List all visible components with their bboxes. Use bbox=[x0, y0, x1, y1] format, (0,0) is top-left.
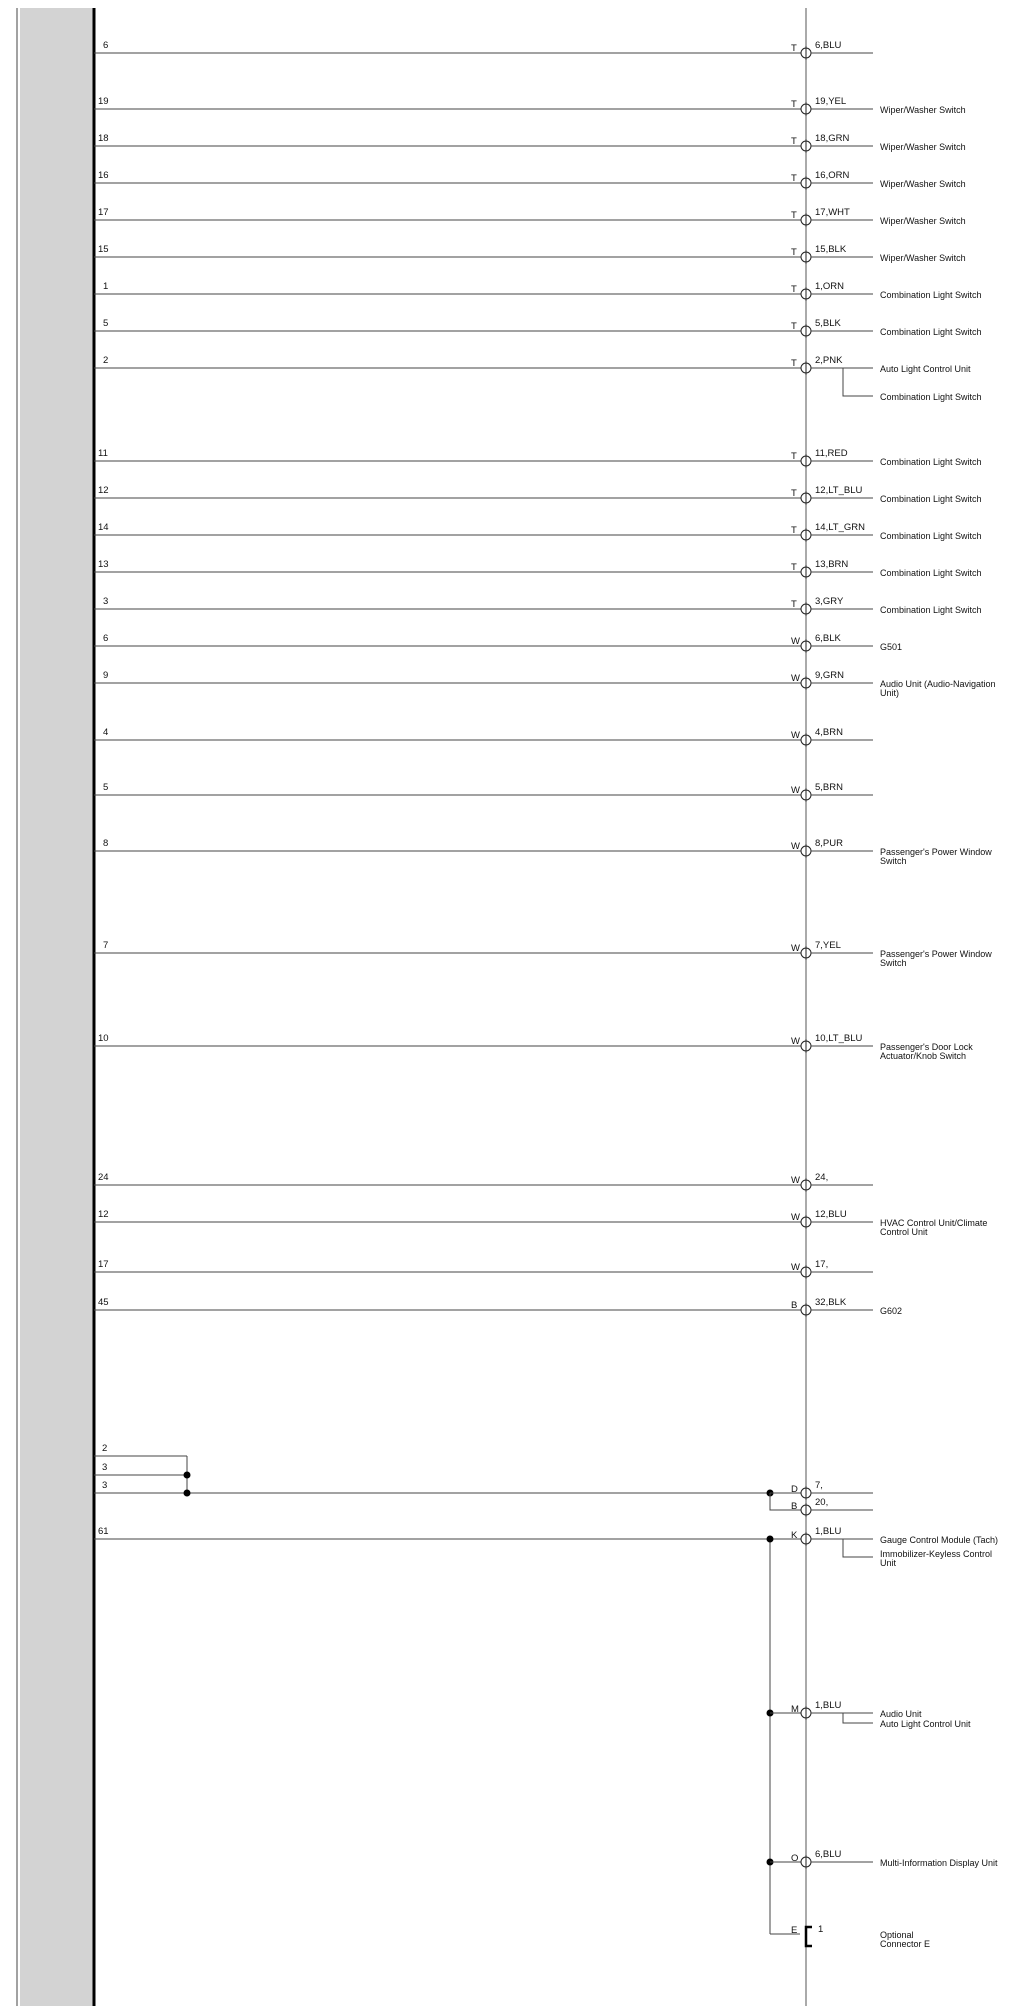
splice-pin-number: 2 bbox=[102, 1443, 108, 1454]
connector-letter: E bbox=[791, 1925, 798, 1936]
wire-21 bbox=[94, 1172, 873, 1192]
connector-letter: T bbox=[791, 247, 797, 258]
branch-destination-label: Unit bbox=[880, 1558, 897, 1568]
wire-18 bbox=[94, 838, 992, 866]
destination-label: Wiper/Washer Switch bbox=[880, 105, 966, 115]
pin-number: 3 bbox=[103, 596, 109, 607]
destination-label: HVAC Control Unit/Climate bbox=[880, 1218, 988, 1228]
destination-label: Combination Light Switch bbox=[880, 327, 982, 337]
connector-letter: W bbox=[791, 673, 800, 684]
destination-label: Combination Light Switch bbox=[880, 457, 982, 467]
connector-letter: W bbox=[791, 1212, 800, 1223]
wire-color-label: 6,BLK bbox=[815, 633, 841, 644]
wire-color-label: 2,PNK bbox=[815, 355, 843, 366]
splice-dot bbox=[184, 1472, 191, 1479]
destination-label: Switch bbox=[880, 958, 907, 968]
splice-pin-number: 3 bbox=[102, 1462, 108, 1473]
wire-color-label: 13,BRN bbox=[815, 559, 849, 570]
pin-number: 7 bbox=[103, 940, 109, 951]
pin-number: 12 bbox=[98, 485, 109, 496]
destination-label: Auto Light Control Unit bbox=[880, 364, 971, 374]
destination-label: Switch bbox=[880, 856, 907, 866]
wire-color-label: 14,LT_GRN bbox=[815, 522, 865, 533]
destination-label: Combination Light Switch bbox=[880, 290, 982, 300]
wire-color-label: 19,YEL bbox=[815, 96, 847, 107]
wire-color-label: 8,PUR bbox=[815, 838, 843, 849]
component-body bbox=[20, 8, 94, 2006]
connector-letter: W bbox=[791, 730, 800, 741]
wire-8 bbox=[94, 355, 971, 375]
splice-dot bbox=[184, 1490, 191, 1497]
pin-number: 17 bbox=[98, 1259, 109, 1270]
connector-letter: T bbox=[791, 451, 797, 462]
wire-color-label: 1,BLU bbox=[815, 1700, 842, 1711]
wire-color-label: 1,ORN bbox=[815, 281, 845, 292]
connector-letter: T bbox=[791, 321, 797, 332]
wire-23 bbox=[94, 1259, 873, 1279]
wire-color-label: 4,BRN bbox=[815, 727, 843, 738]
wire-color-label: 17,WHT bbox=[815, 207, 850, 218]
wire-color-label: 5,BLK bbox=[815, 318, 841, 329]
wire-color-label: 24, bbox=[815, 1172, 829, 1183]
destination-label: Multi-Information Display Unit bbox=[880, 1858, 998, 1868]
wire-22 bbox=[94, 1209, 987, 1237]
connector-letter: W bbox=[791, 1036, 800, 1047]
wire-5 bbox=[94, 244, 966, 264]
wires-layer bbox=[94, 40, 996, 1317]
wire-color-label: 32,BLK bbox=[815, 1297, 847, 1308]
wire-color-label: 10,LT_BLU bbox=[815, 1033, 863, 1044]
optional-pin-label: 1 bbox=[818, 1924, 824, 1935]
connector-letter: W bbox=[791, 636, 800, 647]
pin-number: 5 bbox=[103, 318, 109, 329]
wire-7 bbox=[94, 318, 982, 338]
wire-15 bbox=[94, 670, 996, 698]
pin-number: 4 bbox=[103, 727, 109, 738]
wire-17 bbox=[94, 782, 873, 802]
wire-11 bbox=[94, 522, 982, 542]
connector-letter: T bbox=[791, 173, 797, 184]
wire-color-label: 5,BRN bbox=[815, 782, 843, 793]
wire-13 bbox=[94, 596, 982, 616]
wire-2 bbox=[94, 133, 966, 153]
connector-letter: W bbox=[791, 841, 800, 852]
wire-color-label: 1,BLU bbox=[815, 1526, 842, 1537]
wire-20 bbox=[94, 1033, 973, 1061]
connector-letter: T bbox=[791, 358, 797, 369]
pin-number: 11 bbox=[98, 448, 108, 459]
destination-label: Combination Light Switch bbox=[880, 605, 982, 615]
branch-line bbox=[843, 1539, 873, 1557]
destination-label: Combination Light Switch bbox=[880, 494, 982, 504]
destination-label: Combination Light Switch bbox=[880, 568, 982, 578]
pin-number: 45 bbox=[98, 1297, 109, 1308]
branch-destination-label: Combination Light Switch bbox=[880, 392, 982, 402]
wire-color-label: 12,LT_BLU bbox=[815, 485, 863, 496]
connector-letter: M bbox=[791, 1704, 799, 1715]
pin-number: 6 bbox=[103, 633, 109, 644]
connector-letter: T bbox=[791, 284, 797, 295]
wire-color-label: 15,BLK bbox=[815, 244, 847, 255]
pin-number: 14 bbox=[98, 522, 109, 533]
pin-number: 13 bbox=[98, 559, 109, 570]
pin-number: 17 bbox=[98, 207, 109, 218]
pin-number: 5 bbox=[103, 782, 109, 793]
branch-destination-label: Auto Light Control Unit bbox=[880, 1719, 971, 1729]
wire-color-label: 11,RED bbox=[815, 448, 848, 459]
pin-number: 8 bbox=[103, 838, 109, 849]
wire-color-label: 7,YEL bbox=[815, 940, 841, 951]
wire-1 bbox=[94, 96, 966, 116]
wire-19 bbox=[94, 940, 992, 968]
optional-destination-label: Optional bbox=[880, 1930, 914, 1940]
wire-color-label: 9,GRN bbox=[815, 670, 845, 681]
optional-destination-label: Connector E bbox=[880, 1939, 931, 1949]
pin-number: 10 bbox=[98, 1033, 109, 1044]
connector-letter: T bbox=[791, 525, 797, 536]
connector-letter: K bbox=[791, 1530, 798, 1541]
optional-connector-bracket bbox=[806, 1927, 812, 1946]
connector-letter: W bbox=[791, 785, 800, 796]
pin-number: 6 bbox=[103, 40, 109, 51]
wire-24 bbox=[94, 1297, 902, 1317]
destination-label: Actuator/Knob Switch bbox=[880, 1051, 967, 1061]
connector-letter: B bbox=[791, 1501, 798, 1512]
wire-color-label: 6,BLU bbox=[815, 1849, 842, 1860]
pin-number: 24 bbox=[98, 1172, 109, 1183]
connector-letter: T bbox=[791, 136, 797, 147]
destination-label: Audio Unit bbox=[880, 1709, 922, 1719]
destination-label: Unit) bbox=[880, 688, 900, 698]
branch-line bbox=[843, 1713, 873, 1723]
wire-color-label: 20, bbox=[815, 1497, 829, 1508]
branch-destination-label: Immobilizer-Keyless Control bbox=[880, 1549, 993, 1559]
connector-letter: W bbox=[791, 943, 800, 954]
destination-label: Passenger's Power Window bbox=[880, 949, 992, 959]
destination-label: Gauge Control Module (Tach) bbox=[880, 1535, 999, 1545]
destination-label: Wiper/Washer Switch bbox=[880, 142, 966, 152]
connector-letter: B bbox=[791, 1300, 798, 1311]
connector-letter: T bbox=[791, 599, 797, 610]
connector-letter: T bbox=[791, 99, 797, 110]
connector-letter: T bbox=[791, 43, 797, 54]
splice-pin-number: 3 bbox=[102, 1480, 108, 1491]
destination-label: Wiper/Washer Switch bbox=[880, 179, 966, 189]
wire-0 bbox=[94, 40, 873, 60]
wire-10 bbox=[94, 485, 982, 505]
connector-letter: W bbox=[791, 1262, 800, 1273]
destination-label: Audio Unit (Audio-Navigation bbox=[880, 679, 996, 689]
destination-label: Passenger's Power Window bbox=[880, 847, 992, 857]
connector-letter: O bbox=[791, 1853, 799, 1864]
destination-label: Passenger's Door Lock bbox=[880, 1042, 973, 1052]
destination-label: Combination Light Switch bbox=[880, 531, 982, 541]
bus-pin-number: 61 bbox=[98, 1526, 109, 1537]
wire-4 bbox=[94, 207, 966, 227]
splice-group bbox=[94, 1443, 873, 1517]
wire-9 bbox=[94, 448, 982, 468]
pin-number: 16 bbox=[98, 170, 109, 181]
pin-number: 1 bbox=[103, 281, 109, 292]
wire-16 bbox=[94, 727, 873, 747]
connector-letter: T bbox=[791, 488, 797, 499]
connector-letter: D bbox=[791, 1484, 798, 1495]
bus-dot bbox=[767, 1536, 774, 1543]
wire-color-label: 16,ORN bbox=[815, 170, 850, 181]
connector-letter: W bbox=[791, 1175, 800, 1186]
wire-6 bbox=[94, 281, 982, 301]
wire-color-label: 7, bbox=[815, 1480, 823, 1491]
connector-letter: T bbox=[791, 562, 797, 573]
wire-color-label: 18,GRN bbox=[815, 133, 850, 144]
wire-color-label: 17, bbox=[815, 1259, 829, 1270]
pin-number: 19 bbox=[98, 96, 109, 107]
wire-color-label: 12,BLU bbox=[815, 1209, 847, 1220]
pin-number: 2 bbox=[103, 355, 109, 366]
wire-3 bbox=[94, 170, 966, 190]
wire-12 bbox=[94, 559, 982, 579]
destination-label: Control Unit bbox=[880, 1227, 928, 1237]
destination-label: G501 bbox=[880, 642, 903, 652]
pin-number: 18 bbox=[98, 133, 109, 144]
branch-line bbox=[843, 368, 873, 396]
bus-group bbox=[94, 1526, 998, 1949]
pin-number: 12 bbox=[98, 1209, 109, 1220]
pin-number: 15 bbox=[98, 244, 109, 255]
wire-color-label: 6,BLU bbox=[815, 40, 842, 51]
pin-number: 9 bbox=[103, 670, 109, 681]
destination-label: Wiper/Washer Switch bbox=[880, 253, 966, 263]
destination-label: G602 bbox=[880, 1306, 903, 1316]
wire-14 bbox=[94, 633, 902, 653]
bus-layer bbox=[94, 1443, 998, 1949]
destination-label: Wiper/Washer Switch bbox=[880, 216, 966, 226]
wire-color-label: 3,GRY bbox=[815, 596, 844, 607]
connector-letter: T bbox=[791, 210, 797, 221]
